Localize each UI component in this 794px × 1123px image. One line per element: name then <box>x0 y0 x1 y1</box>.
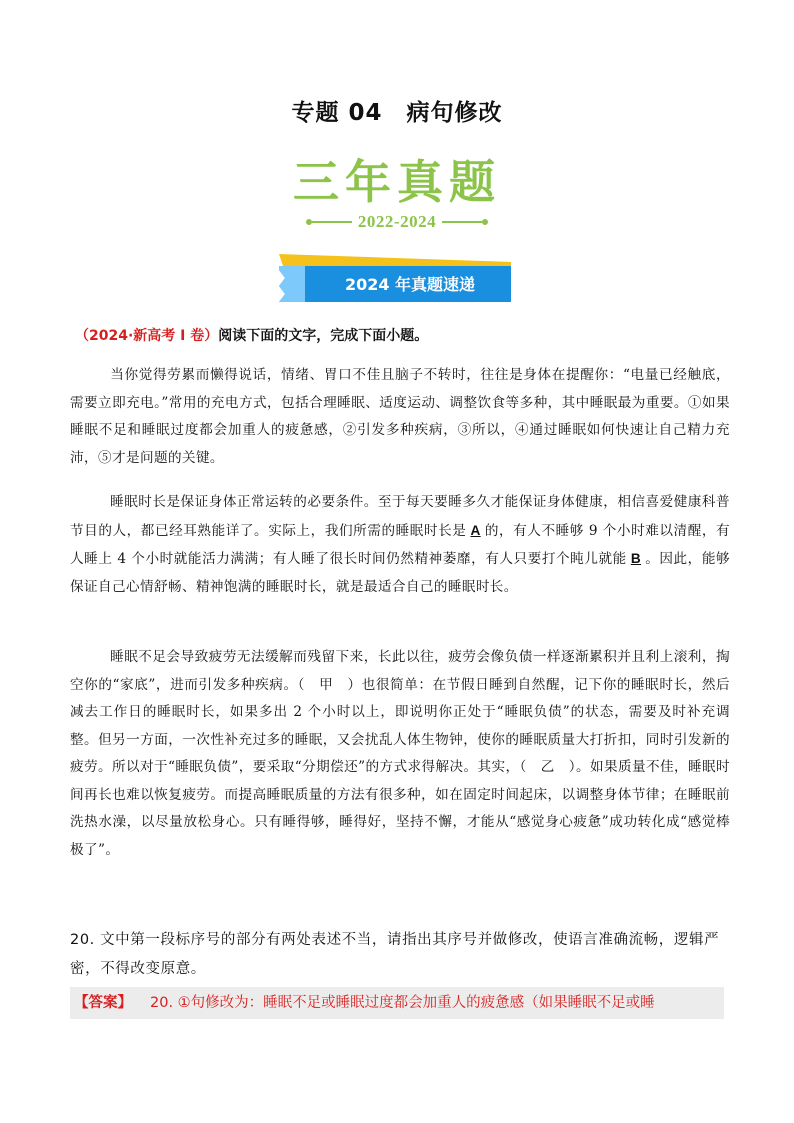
answer-text: 20. ①句修改为：睡眠不足或睡眠过度都会加重人的疲惫感（如果睡眠不足或睡 <box>150 995 655 1011</box>
paragraph-2-text-c: 。因此，能够保证自己心情舒畅、精神饱满的睡眠时长，就是最适合自己的睡眠时长。 <box>70 551 730 595</box>
question-source: （2024·新高考 I 卷） <box>75 328 219 344</box>
paragraph-2-text-b: 的，有人不睡够 9 个小时难以清醒，有人睡上 4 个小时就能活力满满；有人睡了很长时间仍然精神萎靡，有人只要打个盹儿就能 <box>70 522 731 567</box>
years-divider <box>306 210 488 234</box>
question-20: 20. 文中第一段标序号的部分有两处表述不当，请指出其序号并做修改，使语言准确流畅，逻辑严密，不得改变原意。 <box>70 932 720 977</box>
three-year-title: 三年真题 <box>293 155 501 209</box>
banner-label: 2024 年真题速递 <box>344 275 476 294</box>
blank-a: A <box>470 522 481 538</box>
divider-line-left <box>312 221 352 223</box>
page-title: 专题 04 病句修改 <box>291 100 503 126</box>
paragraph-1-text: 当你觉得劳累而懒得说话，情绪、胃口不佳且脑子不转时，往往是身体在提醒你：“电量已经触底，需要立即充电。”常用的充电方式，包括合理睡眠、适度运动、调整饮食等多种，其中睡眠最为重要。①如果睡眠不足和睡眠过度都会加重人的疲惫感，②引发多种疾病，③所以，④通过睡眠如何快速让自己精力充沛，⑤才是问题的关键。 <box>70 367 730 466</box>
blank-b: B <box>630 551 642 566</box>
answer-tag: 【答案】 <box>74 995 132 1011</box>
paragraph-3-text: 睡眠不足会导致疲劳无法缓解而残留下来，长此以往，疲劳会像负债一样逐渐累积并且利上滚利，掏空你的“家底”，进而引发多种疾病。（ 甲 ）也很简单：在节假日睡到自然醒，记下你的睡眠时长，然后减去工作日的睡眠时长，如果多出 2 个小时以上，即说明你正处于“睡眠负债”的状态，需要及时补充调整。但另一方面，一次性补充过多的睡眠，又会扰乱人体生物钟，使你的睡眠质量大打折扣，同时引发新的疲劳。所以对于“睡眠负债”，要采取“分期偿还”的方式求得解决。其实，（ 乙 ）。如果质量不佳，睡眠时间再长也难以恢复疲劳。而提高睡眠质量的方法有很多种，如在固定时间起床，以调整身体节律；在睡眠前洗热水澡，以尽量放松身心。只有睡得够，睡得好，坚持不懈，才能从“感觉身心疲惫”成功转化成“感觉棒极了”。 <box>70 649 730 858</box>
section-banner <box>275 252 515 304</box>
paragraph-3 <box>70 644 730 864</box>
paragraph-2-text-a: 睡眠时长是保证身体正常运转的必要条件。至于每天要睡多久才能保证身体健康，相信喜爱健康科普节目的人，都已经耳熟能详了。实际上，我们所需的睡眠时长是 <box>70 494 730 539</box>
divider-line-right <box>442 221 482 223</box>
paragraph-1 <box>70 362 730 472</box>
divider-dot-right <box>482 219 488 225</box>
question-heading <box>75 325 735 345</box>
answer-bar <box>70 987 724 1019</box>
paragraph-2 <box>70 489 730 601</box>
years-label: 2022-2024 <box>357 212 437 231</box>
question-instruction: 阅读下面的文字，完成下面小题。 <box>218 328 429 344</box>
